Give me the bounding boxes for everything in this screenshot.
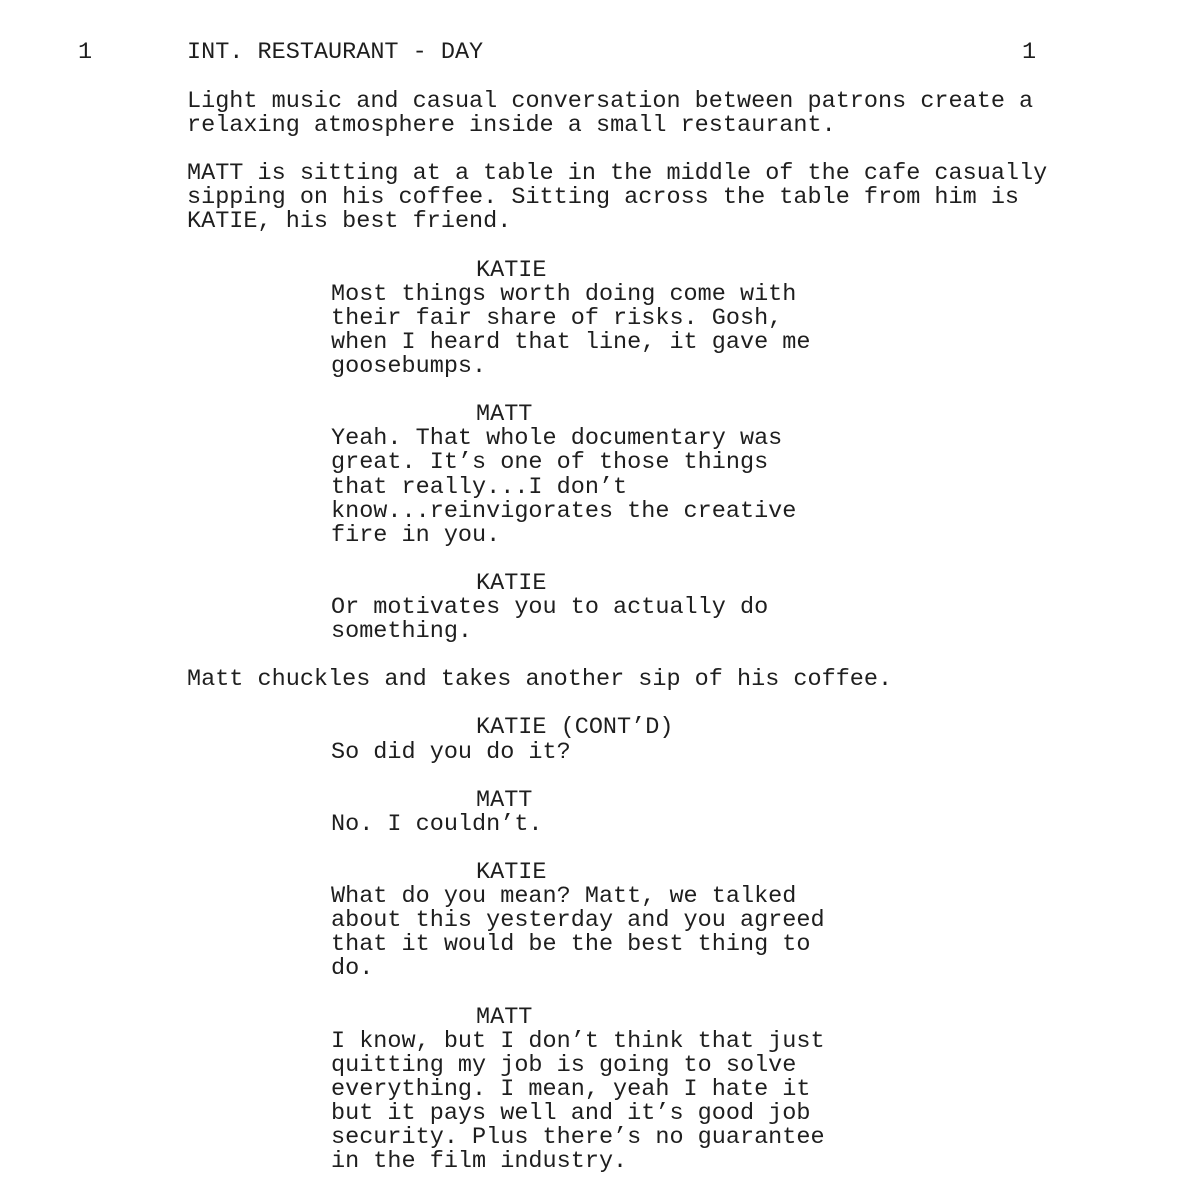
character-cue: MATT <box>476 786 533 814</box>
dialogue-text: No. I couldn’t. <box>331 810 543 838</box>
dialogue-block <box>0 861 1200 981</box>
dialogue-text: I know, but I don’t think that just quitting my job is going to solve everything. I mean, yeah I hate it but it pays well and it’s good job security. Plus there’s no guarantee in the film industry. <box>331 1027 825 1176</box>
dialogue-block <box>0 403 1200 548</box>
scene-number-right: 1 <box>1022 39 1037 66</box>
character-cue: MATT <box>476 401 533 429</box>
action-line: Light music and casual conversation between patrons create a relaxing atmosphere inside a small restaurant. <box>187 88 1034 140</box>
dialogue-block <box>0 569 1200 646</box>
dialogue-text: Most things worth doing come with their fair share of risks. Gosh, when I heard that line, it gave me goosebumps. <box>331 280 811 381</box>
dialogue-text: What do you mean? Matt, we talked about this yesterday and you agreed that it would be the best thing to do. <box>331 883 825 983</box>
scene-number-left: 1 <box>78 39 93 66</box>
dialogue-text: So did you do it? <box>331 738 571 766</box>
dialogue-block <box>0 1003 1200 1176</box>
action-line: Matt chuckles and takes another sip of his coffee. <box>187 666 893 694</box>
character-cue: KATIE (CONT’D) <box>476 714 674 742</box>
scene-heading: INT. RESTAURANT - DAY <box>187 39 484 66</box>
character-cue: KATIE <box>476 569 547 597</box>
dialogue-block <box>0 786 1200 838</box>
character-cue: MATT <box>476 1003 533 1031</box>
action-line: MATT is sitting at a table in the middle of the cafe casually sipping on his coffee. Sitting across the table from him is KATIE, his best friend. <box>187 160 1048 236</box>
screenplay-body <box>0 90 1200 1198</box>
character-cue: KATIE <box>476 256 547 284</box>
dialogue-block <box>0 256 1200 381</box>
dialogue-text: Or motivates you to actually do something. <box>331 593 769 646</box>
dialogue-text: Yeah. That whole documentary was great. It’s one of those things that really...I don’t know...reinvigorates the creative fire in you. <box>331 425 797 549</box>
character-cue: KATIE <box>476 859 547 886</box>
dialogue-block <box>0 716 1200 764</box>
